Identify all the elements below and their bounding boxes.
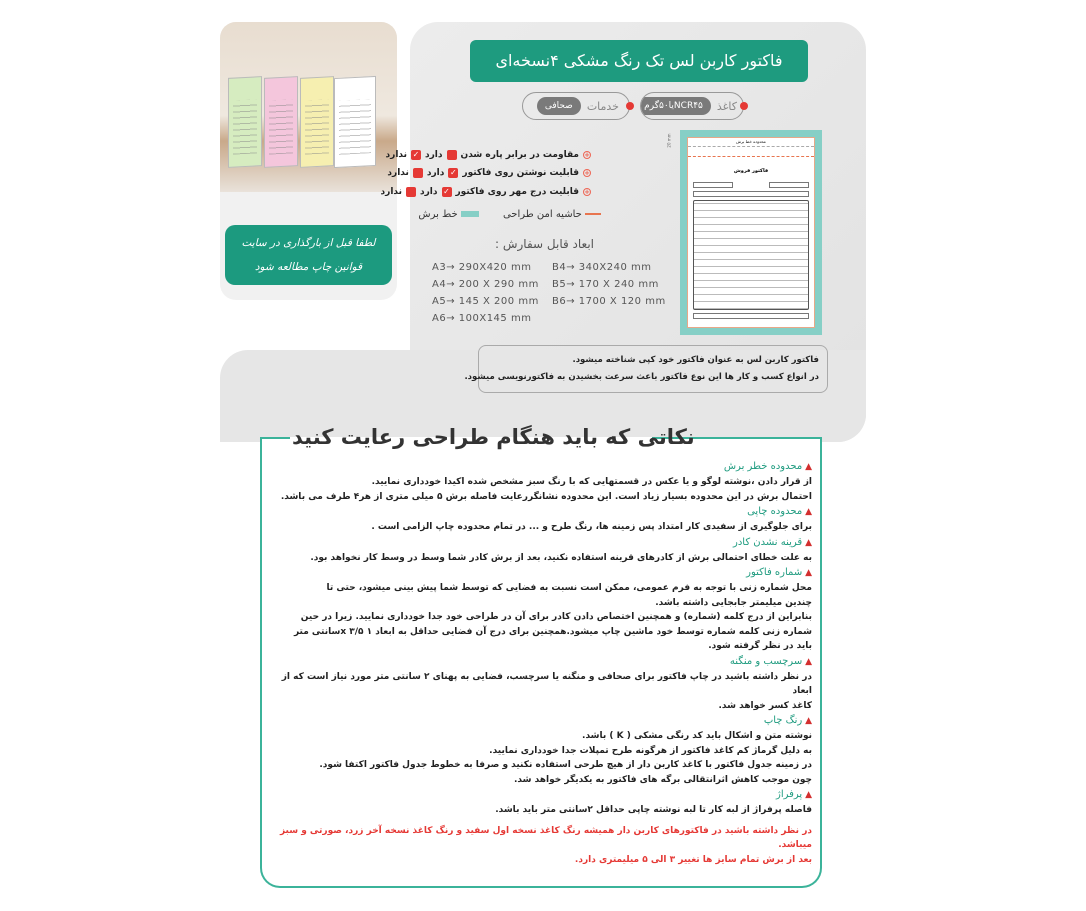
feature-label: قابلیت درج مهر روی فاکتور [455, 187, 579, 197]
dimension-item: B5→ 170 X 240 mm [552, 279, 659, 290]
unchecked-box-icon [406, 187, 416, 197]
description-line: در انواع کسب و کار ها این نوع فاکتور باعث سرعت بخشیدن به فاکتورنویسی میشود. [464, 372, 819, 382]
note-heading: ▲ محدوده چاپی [270, 504, 812, 520]
note-line: در نظر داشته باشید در چاپ فاکتور برای صحافی و منگنه یا سرچسب، فضایی به پهنای ۲ سانتی متر مورد نیاز است که از ابعاد [281, 671, 812, 696]
bullet-dot [740, 102, 748, 110]
design-notes [260, 437, 822, 888]
option-has: دارد [426, 168, 445, 178]
note-line: چندین میلیمتر جابجایی داشته باشد. [655, 597, 812, 608]
option-has-not: ندارد [380, 187, 402, 197]
product-photo-card [220, 22, 397, 300]
note-heading: ▲ پرفراژ [270, 787, 812, 803]
services-label: خدمات [586, 99, 619, 113]
note-heading: ▲ محدوده خطر برش [270, 459, 812, 475]
description-line: فاکتور کاربن لس به عنوان فاکتور خود کپی شناخته میشود. [572, 355, 819, 365]
notes-title: نکاتی که باید هنگام طراحی رعایت کنید [292, 425, 695, 449]
option-has: دارد [419, 187, 438, 197]
legend-safe: حاشیه امن طراحی [503, 209, 601, 220]
note-heading: ▲ قرینه نشدن کادر [270, 535, 812, 551]
plus-icon: + [584, 151, 590, 159]
services-value: صحافی [537, 97, 581, 115]
feature-row [386, 149, 591, 161]
dimension-item: A3→ 290X420 mm [432, 262, 532, 273]
services-spec [522, 92, 630, 120]
note-line: در زمینه جدول فاکتور با کاغذ کاربن دار از هیچ طرحی استفاده نکنید و صرفا به خطوط جدول فاکتور اکتفا شود. [319, 760, 812, 770]
warning-line: بعد از برش تمام سایز ها تغییر ۳ الی ۵ میلیمتری دارد. [574, 854, 812, 865]
legend-cut: خط برش [418, 209, 479, 220]
invoice-preview [666, 130, 822, 335]
note-heading: ▲ سرچسب و منگنه [270, 654, 812, 670]
plus-icon: + [584, 188, 590, 196]
notice-line: قوانین چاپ مطالعه شود [254, 261, 363, 273]
bullet-dot [626, 102, 634, 110]
dimension-item: A6→ 100X145 mm [432, 313, 532, 324]
note-line: بنابراین از درج کلمه (شماره) و همچنین اختصاص دادن کادر برای آن در طراحی خود جدا خودداری نمایید. زیرا در حین [300, 612, 812, 622]
note-line: چون موجب کاهش اثرانتقالی برگه های فاکتور به یکدیگر خواهد شد. [513, 774, 812, 785]
legend [418, 209, 601, 220]
dimension-label: 20 mm [666, 133, 672, 148]
note-line: شماره زنی کلمه شماره توسط خود ماشین چاپ میشود.همچنین برای درج آن فضایی حداقل به ابعاد ۱ x ۳/۵سانتی متر [293, 626, 812, 637]
feature-label: مقاومت در برابر پاره شدن [460, 150, 579, 160]
product-photo [220, 22, 397, 192]
product-title: فاکتور کاربن لس تک رنگ مشکی ۴نسخه‌ای [470, 40, 808, 82]
note-line: به علت خطای احتمالی برش از کادرهای قرینه استفاده نکنید، بعد از برش کادر شما وسط در وسط کار نخواهد بود. [310, 552, 812, 563]
dimension-item: A4→ 200 X 290 mm [432, 279, 539, 290]
paper-spec [640, 92, 744, 120]
cut-area-label: محدوده خط برش [736, 139, 766, 144]
dimension-item: B6→ 1700 X 120 mm [552, 296, 666, 307]
paper-label: کاغذ [716, 99, 737, 113]
note-line: نوشته متن و اشکال باید کد رنگی مشکی ( K ) باشد. [582, 731, 812, 741]
note-line: از قرار دادن ،نوشته لوگو و یا عکس در قسمتهایی که با رنگ سبز مشخص شده اکیدا خودداری نمایید. [371, 477, 812, 487]
note-line: کاغذ کسر خواهد شد. [718, 700, 812, 711]
checked-box-icon: ✓ [443, 187, 450, 196]
paper-value: NCR۴۵یا۵۰گرم [640, 97, 711, 115]
note-line: باید در نظر گرفته شود. [708, 641, 812, 651]
note-heading: ▲ شماره فاکتور [270, 565, 812, 581]
plus-icon: + [584, 169, 590, 177]
notice-line: لطفا قبل از بارگذاری در سایت [241, 237, 376, 249]
dimension-item: A5→ 145 X 200 mm [432, 296, 539, 307]
feature-row [387, 167, 591, 179]
option-has-not: ندارد [387, 168, 409, 178]
warning-line: در نظر داشته باشید در فاکتورهای کاربن دار همیشه رنگ کاغذ نسخه اول سفید و رنگ کاغذ نسخه آخر زرد، صورتی و سبز میباشد. [279, 825, 812, 850]
invoice-heading: فاکتور فروش [733, 168, 769, 174]
dimension-item: B4→ 340X240 mm [552, 262, 652, 273]
feature-label: قابلیت نوشتن روی فاکتور [462, 168, 579, 178]
feature-row [381, 186, 591, 198]
note-line: به دلیل گرماژ کم کاغذ فاکتور از هرگونه طرح تمپلات جدا خودداری نمایید. [489, 745, 812, 756]
checked-box-icon: ✓ [412, 150, 420, 159]
note-heading: ▲ رنگ چاپ [270, 713, 812, 729]
product-description [464, 345, 828, 393]
unchecked-box-icon [447, 150, 457, 160]
dimensions-title: ابعاد قابل سفارش : [495, 237, 594, 251]
note-line: احتمال برش در این محدوده بسیار زیاد است. این محدوده نشانگررعایت فاصله برش ۵ میلی متری از هر۴ طرف می باشد. [280, 491, 812, 502]
option-has: دارد [425, 150, 443, 160]
note-line: فاصله پرفراژ از لبه کار تا لبه نوشته چاپی حداقل ۲سانتی متر باید باشد. [495, 805, 812, 815]
note-line: محل شماره زنی با توجه به فرم عمومی، ممکن است نسبت به فضایی که توسط شما پیش بینی میشود، حتی تا [326, 583, 812, 593]
checked-box-icon: ✓ [450, 168, 457, 177]
rules-notice[interactable] [225, 225, 392, 285]
note-line: برای جلوگیری از سفیدی کار امتداد پس زمینه ها، رنگ طرح و ... در تمام محدوده چاپ الزامی است . [371, 522, 812, 532]
option-has-not: ندارد [385, 150, 407, 160]
unchecked-box-icon [413, 168, 423, 178]
